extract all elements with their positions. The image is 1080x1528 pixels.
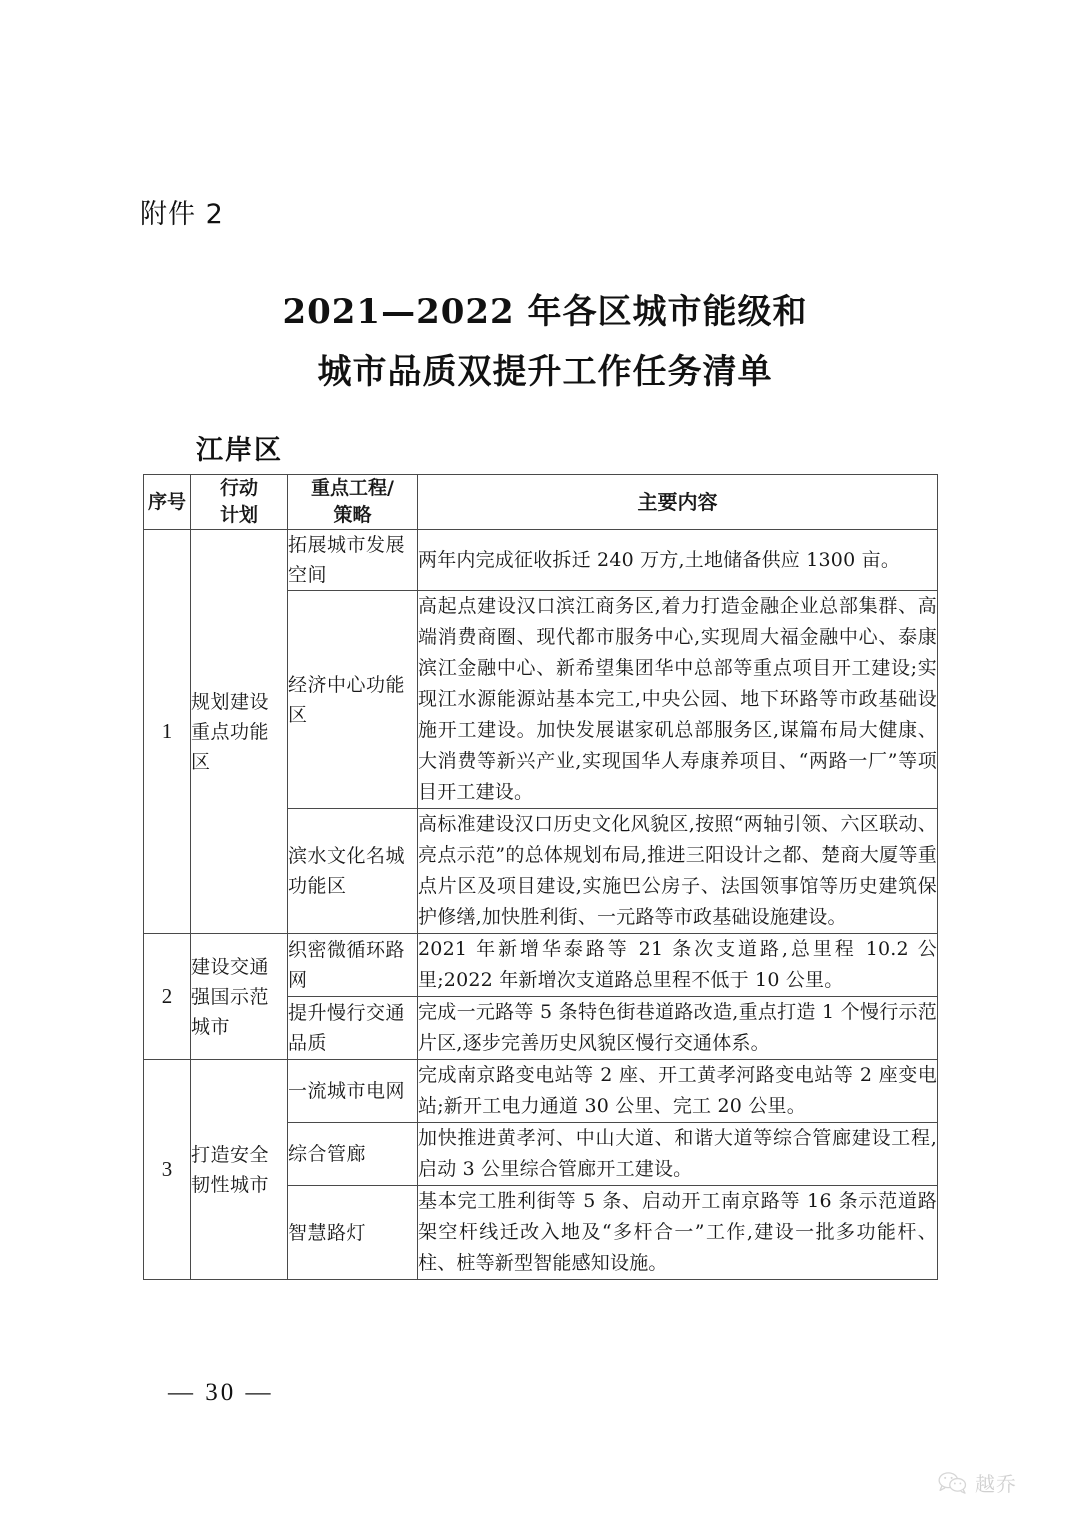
cell-action-plan: 建设交通强国示范城市 [191, 934, 288, 1060]
column-header-no: 序号 [144, 475, 191, 530]
column-header-action-plan-line-1: 行动 [219, 477, 258, 499]
cell-main-content: 完成南京路变电站等 2 座、开工黄孝河路变电站等 2 座变电站;新开工电力通道 30 公里、完工 20 公里。 [418, 1060, 938, 1123]
cell-main-content: 高起点建设汉口滨江商务区,着力打造金融企业总部集群、高端消费商圈、现代都市服务中心,实现周大福金融中心、泰康滨江金融中心、新希望集团华中总部等重点项目开工建设;实现江水源能源站基本完工,中央公园、地下环路等市政基础设施开工建设。加快发展谌家矶总部服务区,谋篇布局大健康、大消费等新兴产业,实现国华人寿康养项目、“两路一厂”等项目开工建设。 [418, 591, 938, 809]
cell-key-project: 滨水文化名城功能区 [288, 809, 418, 934]
cell-main-content: 完成一元路等 5 条特色街巷道路改造,重点打造 1 个慢行示范片区,逐步完善历史风貌区慢行交通体系。 [418, 997, 938, 1060]
task-table-container [143, 474, 937, 1280]
cell-main-content: 两年内完成征收拆迁 240 万方,土地储备供应 1300 亩。 [418, 530, 938, 591]
cell-key-project: 拓展城市发展空间 [288, 530, 418, 591]
page-title-line-1: 2021—2022 年各区城市能级和 [282, 292, 808, 332]
cell-key-project: 智慧路灯 [288, 1186, 418, 1280]
column-header-main-content: 主要内容 [418, 475, 938, 530]
page-title [150, 282, 940, 402]
cell-main-content: 高标准建设汉口历史文化风貌区,按照“两轴引领、六区联动、亮点示范”的总体规划布局,推进三阳设计之都、楚商大厦等重点片区及项目建设,实施巴公房子、法国领事馆等历史建筑保护修缮,加快胜利街、一元路等市政基础设施建设。 [418, 809, 938, 934]
task-table [143, 474, 938, 1280]
cell-row-number: 3 [144, 1060, 191, 1280]
cell-main-content: 基本完工胜利街等 5 条、启动开工南京路等 16 条示范道路架空杆线迁改入地及“多杆合一”工作,建设一批多功能杆、柱、桩等新型智能感知设施。 [418, 1186, 938, 1280]
section-heading-district: 江岸区 [196, 435, 283, 466]
cell-key-project: 提升慢行交通品质 [288, 997, 418, 1060]
page-title-line-2: 城市品质双提升工作任务清单 [317, 352, 773, 392]
cell-action-plan: 规划建设重点功能区 [191, 530, 288, 934]
cell-key-project: 织密微循环路网 [288, 934, 418, 997]
table-row [144, 1060, 938, 1123]
wechat-icon [938, 1471, 968, 1495]
column-header-action-plan-line-2: 计划 [219, 504, 258, 526]
cell-action-plan: 打造安全韧性城市 [191, 1060, 288, 1280]
table-row [144, 934, 938, 997]
table-row [144, 530, 938, 591]
cell-row-number: 1 [144, 530, 191, 934]
table-body [144, 530, 938, 1280]
table-header [144, 475, 938, 530]
column-header-key-project [288, 475, 418, 530]
cell-key-project: 综合管廊 [288, 1123, 418, 1186]
cell-row-number: 2 [144, 934, 191, 1060]
column-header-key-project-line-1: 重点工程/ [311, 477, 394, 499]
page-number: — 30 — [168, 1379, 274, 1406]
column-header-key-project-line-2: 策略 [333, 504, 372, 526]
cell-key-project: 经济中心功能区 [288, 591, 418, 809]
cell-key-project: 一流城市电网 [288, 1060, 418, 1123]
watermark-label: 越乔 [975, 1472, 1017, 1496]
watermark [938, 1468, 1017, 1497]
column-header-action-plan [191, 475, 288, 530]
cell-main-content: 加快推进黄孝河、中山大道、和谐大道等综合管廊建设工程,启动 3 公里综合管廊开工建设。 [418, 1123, 938, 1186]
table-header-row [144, 475, 938, 530]
attachment-label: 附件 2 [140, 199, 224, 230]
cell-main-content: 2021 年新增华泰路等 21 条次支道路,总里程 10.2 公里;2022 年新增次支道路总里程不低于 10 公里。 [418, 934, 938, 997]
